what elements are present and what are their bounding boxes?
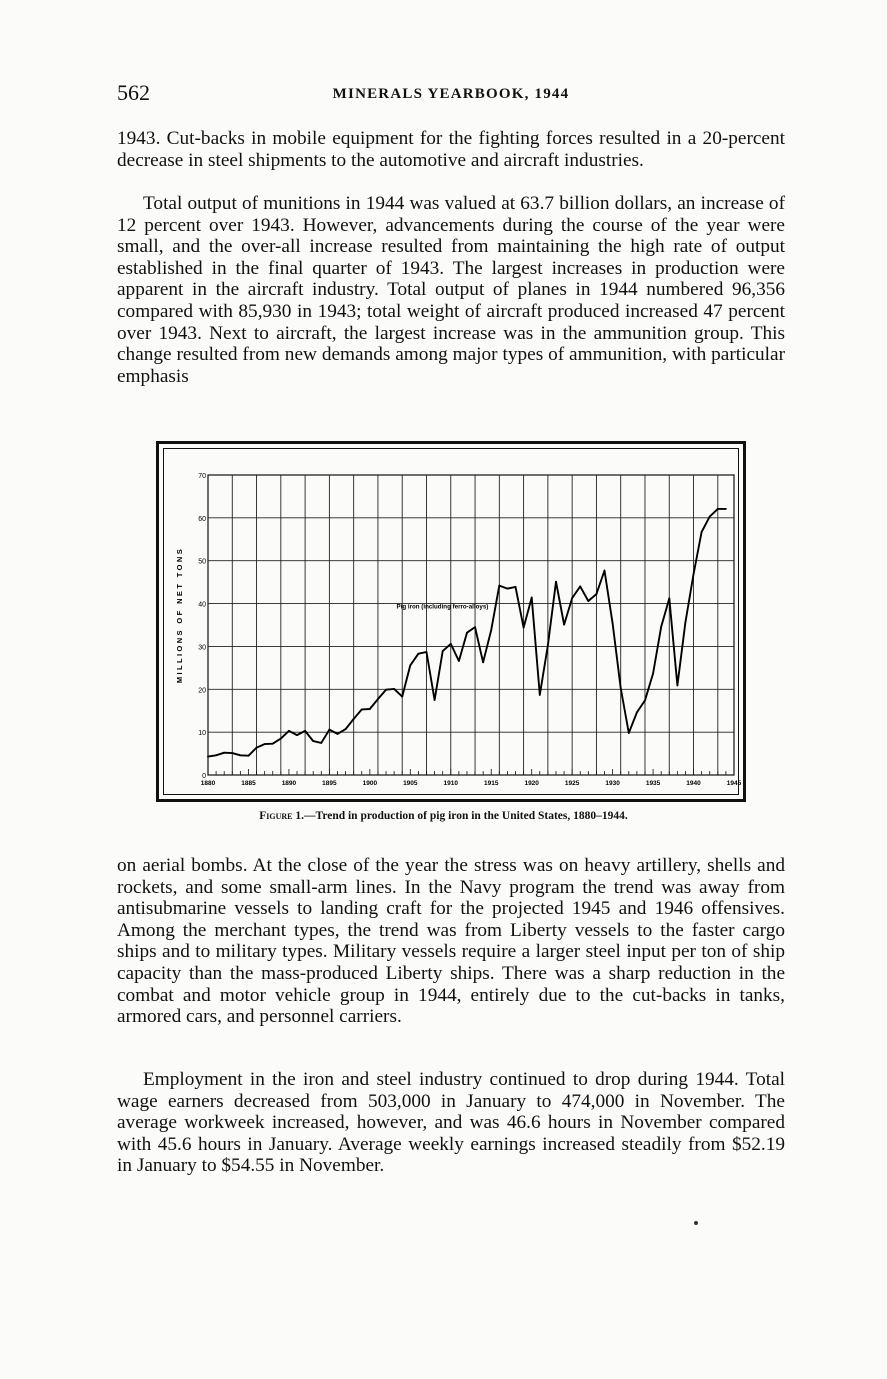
data-point — [450, 643, 452, 645]
data-point — [604, 570, 606, 572]
data-point — [361, 709, 363, 711]
y-tick-label: 10 — [198, 730, 206, 738]
x-tick-label: 1885 — [241, 780, 256, 787]
data-point — [466, 632, 468, 634]
x-tick-label: 1895 — [322, 780, 337, 787]
data-point — [418, 653, 420, 655]
stray-mark — [694, 1221, 698, 1225]
x-tick-label: 1910 — [443, 780, 459, 787]
data-point — [507, 588, 509, 590]
data-point — [320, 742, 322, 744]
plot-frame — [208, 475, 734, 775]
x-tick-label: 1930 — [605, 780, 620, 787]
data-point — [539, 694, 541, 696]
data-point — [272, 743, 274, 745]
pig-iron-chart — [164, 449, 744, 800]
data-point — [709, 516, 711, 518]
data-point — [337, 733, 339, 735]
data-point — [612, 622, 614, 624]
figure-caption — [0, 810, 887, 822]
data-point — [685, 622, 687, 624]
data-point — [628, 732, 630, 734]
paragraph-3: on aerial bombs. At the close of the year the stress was on heavy artillery, shells and rockets, and some small-arm lines. In the Navy program the trend was away from antisubmarine vessels to landing craft for the projected 1945 and 1946 offensives. Among the merchant types, the trend was from Liberty vessels to the faster cargo ships and to military types. Military vessels require a larger steel input per ton of ship capacity than the mass-produced Liberty ships. There was a sharp reduction in the combat and motor vehicle group in 1944, entirely due to the cut-backs in tanks, armored cars, and personnel carriers. — [117, 855, 785, 1028]
data-point — [717, 508, 719, 510]
y-axis-title: MILLIONS OF NET TONS — [175, 546, 184, 684]
data-point — [353, 718, 355, 720]
data-point — [676, 685, 678, 687]
data-point — [304, 730, 306, 732]
data-point — [345, 728, 347, 730]
paragraph-4: Employment in the iron and steel industry continued to drop during 1944. Total wage earners decreased from 503,000 in January to 474,000 in November. The average workweek increased, however, and was 46.6 hours in November compared with 45.6 hours in January. Average weekly earnings increased steadily from $52.19 in January to $54.55 in November. — [117, 1069, 785, 1177]
y-tick-label: 50 — [198, 558, 206, 566]
x-tick-label: 1880 — [200, 780, 216, 787]
y-tick-label: 60 — [198, 515, 206, 523]
data-point — [620, 687, 622, 689]
data-point — [490, 629, 492, 631]
data-point — [531, 597, 533, 599]
data-point — [248, 755, 250, 757]
data-point — [498, 585, 500, 587]
x-tick-label: 1900 — [362, 780, 378, 787]
data-point — [434, 699, 436, 701]
paragraph-1: 1943. Cut-backs in mobile equipment for the fighting forces resulted in a 20-percent decrease in steel shipments to the automotive and aircraft industries. — [117, 128, 785, 171]
data-point — [264, 743, 266, 745]
x-tick-label: 1920 — [524, 780, 539, 787]
figure-label: Figure 1. — [259, 810, 304, 822]
data-point — [312, 740, 314, 742]
data-point — [652, 673, 654, 675]
data-point — [515, 586, 517, 588]
data-point — [636, 712, 638, 714]
data-point — [523, 627, 525, 629]
x-tick-label: 1940 — [686, 780, 701, 787]
data-point — [288, 730, 290, 732]
figure-caption-text: —Trend in production of pig iron in the United States, 1880–1944. — [304, 810, 628, 822]
data-point — [644, 700, 646, 702]
data-point — [215, 754, 217, 756]
data-point — [693, 574, 695, 576]
series-annotation: Pig iron (including ferro-alloys) — [396, 603, 489, 611]
data-point — [587, 600, 589, 602]
y-tick-label: 70 — [198, 473, 206, 480]
data-point — [547, 644, 549, 646]
data-point — [256, 747, 258, 749]
data-point — [426, 651, 428, 653]
data-point — [725, 508, 727, 510]
x-tick-label: 1905 — [403, 780, 418, 787]
x-tick-label: 1925 — [564, 780, 580, 787]
data-point — [207, 756, 209, 758]
data-point — [409, 664, 411, 666]
figure-frame — [156, 441, 746, 802]
data-point — [458, 660, 460, 662]
page-header — [117, 80, 785, 114]
data-point — [239, 754, 241, 756]
data-point — [401, 696, 403, 698]
data-point — [223, 752, 225, 754]
data-point — [571, 597, 573, 599]
x-tick-label: 1890 — [281, 780, 297, 787]
data-point — [385, 689, 387, 691]
x-tick-label: 1945 — [726, 780, 742, 787]
data-point — [442, 650, 444, 652]
x-tick-label: 1915 — [483, 780, 499, 787]
data-point — [596, 593, 598, 595]
data-point — [563, 624, 565, 626]
data-point — [393, 688, 395, 690]
running-head: MINERALS YEARBOOK, 1944 — [332, 86, 570, 102]
data-point — [328, 729, 330, 731]
data-point — [474, 626, 476, 628]
y-tick-label: 40 — [198, 601, 206, 609]
paragraph-2: Total output of munitions in 1944 was valued at 63.7 billion dollars, an increase of 12 percent over 1943. However, advancements during the course of the year were small, and the over-all increase resulted from maintaining the high rate of output established in the final quarter of 1943. The largest increases in production were apparent in the aircraft industry. Total output of planes in 1944 numbered 96,356 compared with 85,930 in 1943; total weight of aircraft produced increased 47 percent over 1943. Next to aircraft, the largest increase was in the ammunition group. This change resulted from new demands among major types of ammunition, with particular emphasis — [117, 193, 785, 387]
page-number: 562 — [117, 80, 150, 105]
x-tick-label: 1935 — [645, 780, 661, 787]
data-point — [231, 752, 233, 754]
y-tick-label: 0 — [202, 773, 206, 780]
data-point — [701, 531, 703, 533]
data-point — [579, 586, 581, 588]
data-point — [296, 734, 298, 736]
figure-inner-frame — [163, 448, 742, 795]
data-point — [280, 738, 282, 740]
data-point — [369, 708, 371, 710]
data-point — [377, 698, 379, 700]
y-tick-label: 30 — [198, 644, 206, 652]
data-point — [555, 581, 557, 583]
data-point — [482, 661, 484, 663]
data-point — [660, 626, 662, 628]
y-tick-label: 20 — [198, 687, 206, 695]
data-point — [668, 598, 670, 600]
